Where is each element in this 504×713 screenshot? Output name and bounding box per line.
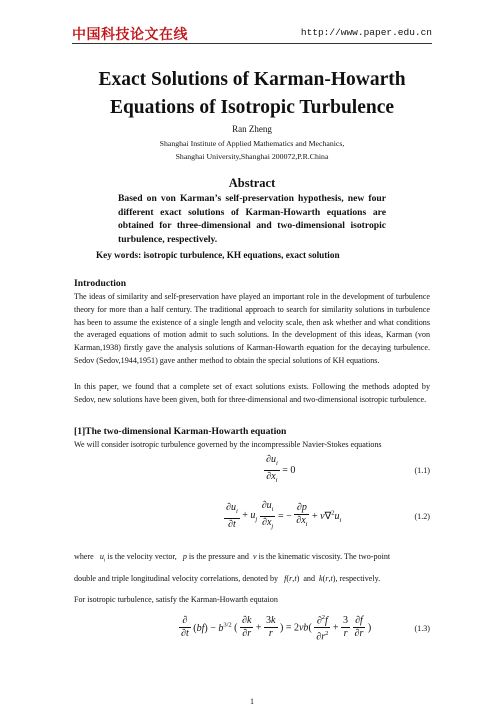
equation-1-1-body: $\frac{\partial u_i}{\partial x_i}$ = 0 xyxy=(266,454,296,484)
equation-1-3-number: (1.3) xyxy=(414,624,430,633)
equation-1-3 xyxy=(74,610,430,650)
intro-paragraph-1: The ideas of similarity and self-preservation have played an important role in the development of turbulence theory for more than a half century. The traditional approach to search for similarity solutions in turbulence has been to assume the existence of a single length and velocity scale, then ask whether and what conditions the averaged equations of motion admit to such solutions. In the development of this ideas, Karman (von Karman,1938) firstly gave the analysis solutions of Karman-Howarth equation for the decaying turbulence. Sedov (Sedov,1944,1951) gave anther method to obtain the special solutions of KH equations. xyxy=(74,292,430,365)
affiliation-line-2: Shanghai University,Shanghai 200072,P.R.China xyxy=(175,152,329,161)
equation-1-3-body: $\frac{\partial}{\partial t}$ $(bf) - b^{3/2}$ ( $\frac{\partial k}{\partial r}$ + $\frac{3k}{r}$ ) = 2νb( $\frac{\partial^2f}{\partial r^2}$ + $\frac{3}{r}$ $\frac{\partial f}{\partial r}$ ) xyxy=(181,614,372,643)
equation-1-2-number: (1.2) xyxy=(414,512,430,521)
correlation-line: double and triple longitudinal velocity correlations, denoted by f(r,t) and k(r,t), respectively. xyxy=(74,574,381,583)
keywords: Key words: isotropic turbulence, KH equations, exact solution xyxy=(96,250,340,260)
equation-1-2 xyxy=(74,498,430,538)
abstract-text: Based on von Karman’s self-preservation hypothesis, new four different exact solutions of Karman-Howarth equations are obtained for three-dimensional and two-dimensional isotropic turbulence, respectively. xyxy=(118,193,386,245)
isotropic-line: For isotropic turbulence, satisfy the Karman-Howarth equtaion xyxy=(74,595,278,604)
page-header xyxy=(72,24,432,44)
title-line-1: Exact Solutions of Karman-Howarth xyxy=(98,69,406,90)
header-rule xyxy=(72,43,432,44)
section-1-paragraph: We will consider isotropic turbulence governed by the incompressible Navier-Stokes equations xyxy=(74,440,382,449)
site-logo: 中国科技论文在线 xyxy=(72,27,188,43)
header-url[interactable]: http://www.paper.edu.cn xyxy=(300,27,432,38)
where-line: where $u_i$ is the velocity vector, p is the pressure and ν is the kinematic viscosity. The two-point xyxy=(74,552,391,564)
equation-1-1 xyxy=(74,452,430,492)
title-line-2: Equations of Isotropic Turbulence xyxy=(109,97,395,118)
author-name: Ran Zheng xyxy=(232,124,272,134)
affiliation-line-1: Shanghai Institute of Applied Mathematics and Mechanics, xyxy=(159,139,345,148)
page-number: 1 xyxy=(250,697,254,706)
abstract-heading: Abstract xyxy=(228,176,276,190)
equation-1-1-number: (1.1) xyxy=(414,466,430,475)
section-1-heading: [1]The two-dimensional Karman-Howarth equation xyxy=(74,426,287,437)
equation-1-2-body: $\frac{\partial u_i}{\partial t}$ + $u_j$ $\frac{\partial u_i}{\partial x_j}$ = − $\frac{\partial p}{\partial x_i}$ + $\nu\nabla^2u_i$ xyxy=(226,500,342,530)
intro-paragraph-2: In this paper, we found that a complete set of exact solutions exists. Following the methods adopted by Sedov, new solutions have been given, both for three-dimensional and two-dimensional isotropic turbulence. xyxy=(74,382,430,404)
paper-title xyxy=(40,66,464,122)
introduction-heading: Introduction xyxy=(74,278,127,289)
